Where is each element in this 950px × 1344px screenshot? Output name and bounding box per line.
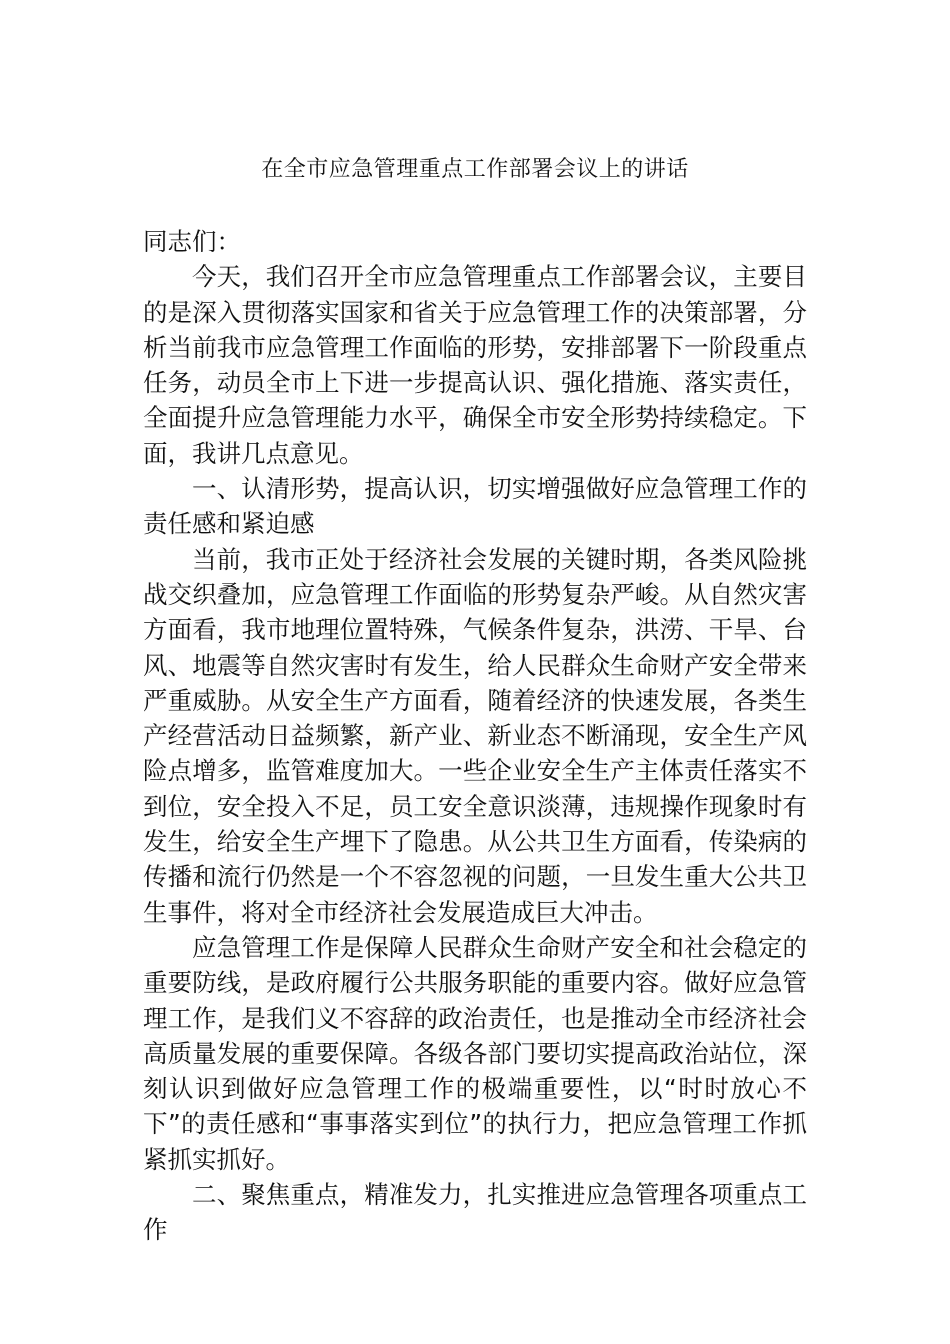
section-heading-2: 二、聚焦重点，精准发力，扎实推进应急管理各项重点工作 xyxy=(143,1180,807,1245)
document-body xyxy=(143,224,807,1248)
paragraph-intro: 今天，我们召开全市应急管理重点工作部署会议，主要目的是深入贯彻落实国家和省关于应急管理工作的决策部署，分析当前我市应急管理工作面临的形势，安排部署下一阶段重点任务，动员全市上下进一步提高认识、强化措施、落实责任，全面提升应急管理能力水平，确保全市安全形势持续稳定。下面，我讲几点意见。 xyxy=(143,262,807,468)
paragraph-importance: 应急管理工作是保障人民群众生命财产安全和社会稳定的重要防线，是政府履行公共服务职能的重要内容。做好应急管理工作，是我们义不容辞的政治责任，也是推动全市经济社会高质量发展的重要保障。各级各部门要切实提高政治站位，深刻认识到做好应急管理工作的极端重要性，以“时时放心不下”的责任感和“事事落实到位”的执行力，把应急管理工作抓紧抓实抓好。 xyxy=(143,932,807,1174)
section-heading-1: 一、认清形势，提高认识，切实增强做好应急管理工作的责任感和紧迫感 xyxy=(143,474,807,539)
salutation: 同志们： xyxy=(143,227,241,256)
paragraph-situation: 当前，我市正处于经济社会发展的关键时期，各类风险挑战交织叠加，应急管理工作面临的形势复杂严峻。从自然灾害方面看，我市地理位置特殊，气候条件复杂，洪涝、干旱、台风、地震等自然灾害时有发生，给人民群众生命财产安全带来严重威胁。从安全生产方面看，随着经济的快速发展，各类生产经营活动日益频繁，新产业、新业态不断涌现，安全生产风险点增多，监管难度加大。一些企业安全生产主体责任落实不到位，安全投入不足，员工安全意识淡薄，违规操作现象时有发生，给安全生产埋下了隐患。从公共卫生方面看，传染病的传播和流行仍然是一个不容忽视的问题，一旦发生重大公共卫生事件，将对全市经济社会发展造成巨大冲击。 xyxy=(143,544,807,927)
document-title: 在全市应急管理重点工作部署会议上的讲话 xyxy=(261,157,689,182)
